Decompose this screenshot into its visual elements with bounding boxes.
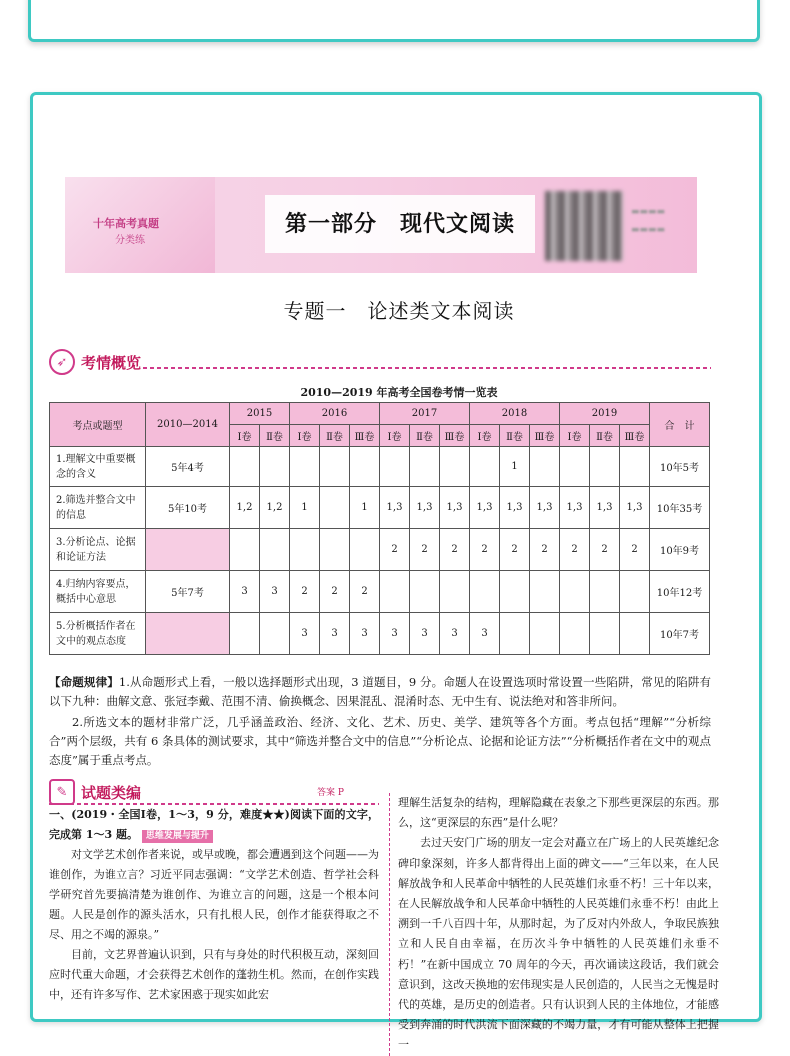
table-row [50,487,710,529]
table-cell: 3 [230,571,260,613]
table-cell: 2 [530,529,560,571]
passage-paragraph: 理解生活复杂的结构，理解隐藏在表象之下那些更深层的东西。那么，这“更深层的东西”是什么呢？ [398,796,719,830]
question-head-text: 一、(2019・全国Ⅰ卷，1～3，9 分，难度★★)阅读下面的文字，完成第 1～3 题。 [49,808,379,841]
table-cell: 3 [290,613,320,655]
table-cell: 1,3 [500,487,530,529]
table-row [50,613,710,655]
right-column [389,793,719,1056]
rules-text-1: 1.从命题形式上看，一般以选择题形式出现，3 道题目，9 分。命题人在设置选项时常设置一些陷阱，常见的陷阱有以下九种：曲解文意、张冠李戴、范围不清、偷换概念、因果混乱、混淆时态、无中生有、说法绝对和答非所问。 [49,675,711,708]
table-cell [410,571,440,613]
table-cell [590,571,620,613]
header-year: 2017 [380,403,470,425]
header-vol: Ⅲ卷 [530,425,560,447]
table-cell: 2 [560,529,590,571]
header-vol: Ⅲ卷 [440,425,470,447]
passage-paragraph: 目前，文艺界普遍认识到，只有与身处的时代积极互动，深刻回应时代重大命题，才会获得艺术创作的蓬勃生机。然而，在创作实践中，还有许多写作、艺术家困惑于现实如此宏 [49,948,379,1001]
table-cell [500,571,530,613]
table-cell: 1,3 [530,487,560,529]
table-cell [290,529,320,571]
table-cell: 2 [290,571,320,613]
table-title: 2010—2019 年高考全国卷考情一览表 [300,386,498,399]
header-topic: 考点或题型 [50,403,146,447]
table-cell [590,613,620,655]
qr-caption-blurred: ▬▬▬▬ ▬▬▬▬ [631,207,666,235]
answer-ref[interactable]: 答案 P [317,788,344,798]
passage-paragraph: 对文学艺术创作者来说，或早或晚，都会遭遇到这个问题——为谁创作，为谁立言？习近平同志强调：“文学艺术创造、哲学社会科学研究首先要搞清楚为谁创作、为谁立言的问题，这是一个根本问题。人民是创作的源头活水，只有扎根人民，创作才能获得取之不尽、用之不竭的源泉。” [49,848,379,941]
table-cell [230,529,260,571]
header-year: 2019 [560,403,650,425]
section-overview-header [49,349,141,375]
row-total: 10年9考 [650,529,710,571]
table-cell [320,529,350,571]
header-vol: Ⅱ卷 [590,425,620,447]
left-column [49,805,379,1005]
table-cell: 3 [260,571,290,613]
row-topic: 5.分析概括作者在文中的观点态度 [50,613,146,655]
header-vol: Ⅰ卷 [380,425,410,447]
qr-code-icon[interactable] [545,191,623,261]
rules-label: 【命题规律】 [49,675,119,689]
header-year: 2015 [230,403,290,425]
table-cell: 3 [320,613,350,655]
table-cell [260,613,290,655]
row-topic: 3.分析论点、论据和论证方法 [50,529,146,571]
table-cell [380,571,410,613]
row-total: 10年7考 [650,613,710,655]
header-vol: Ⅲ卷 [350,425,380,447]
table-cell: 2 [470,529,500,571]
table-cell: 3 [380,613,410,655]
table-cell [320,447,350,487]
table-cell [590,447,620,487]
table-cell: 3 [440,613,470,655]
banner-stamp-line2: 分类练 [115,235,145,246]
row-range [146,529,230,571]
table-cell [560,613,590,655]
table-cell: 1 [350,487,380,529]
table-cell: 2 [500,529,530,571]
table-cell: 2 [350,571,380,613]
table-cell: 1,3 [440,487,470,529]
banner-stamp-line1: 十年高考真题 [93,217,159,230]
table-cell [260,529,290,571]
section-questions-label: 试题类编 [81,783,142,802]
section-divider [143,367,711,369]
table-cell [620,447,650,487]
header-total: 合 计 [650,403,710,447]
table-cell: 1,3 [590,487,620,529]
compass-icon: ➶ [49,349,75,375]
table-cell [470,447,500,487]
row-topic: 1.理解文中重要概念的含义 [50,447,146,487]
rules-paragraph-2: 2.所选文本的题材非常广泛，几乎涵盖政治、经济、文化、艺术、历史、美学、建筑等各个方面。考点包括“理解”“分析综合”两个层级，共有 6 条具体的测试要求，其中“筛选并整合文中的信息”“分析论点、论据和论证方法”“分析概括作者在文中的观点态度”属于重点考点。 [49,715,711,767]
table-row [50,447,710,487]
table-cell: 3 [410,613,440,655]
header-vol: Ⅱ卷 [260,425,290,447]
row-range: 5年4考 [146,447,230,487]
part-banner [65,177,697,273]
row-range: 5年7考 [146,571,230,613]
table-cell [410,447,440,487]
part-title: 第一部分 现代文阅读 [284,212,515,237]
row-topic: 4.归纳内容要点，概括中心意思 [50,571,146,613]
header-vol: Ⅱ卷 [410,425,440,447]
table-cell: 1,2 [230,487,260,529]
table-cell [620,613,650,655]
table-cell: 3 [350,613,380,655]
table-cell [380,447,410,487]
header-year: 2018 [470,403,560,425]
table-cell: 2 [410,529,440,571]
table-cell [350,447,380,487]
table-cell: 2 [620,529,650,571]
header-vol: Ⅲ卷 [620,425,650,447]
table-cell: 1,3 [410,487,440,529]
table-cell: 1,3 [380,487,410,529]
table-cell: 2 [440,529,470,571]
table-cell: 1 [290,487,320,529]
table-cell [350,529,380,571]
table-cell: 1,3 [620,487,650,529]
table-cell [440,447,470,487]
table-cell [260,447,290,487]
table-cell [440,571,470,613]
table-cell [290,447,320,487]
table-cell [230,447,260,487]
table-cell [230,613,260,655]
table-cell [560,571,590,613]
header-vol: Ⅰ卷 [290,425,320,447]
subject-title: 专题一 论述类文本阅读 [283,299,515,323]
exam-table [49,402,710,655]
table-cell [500,613,530,655]
table-cell [620,571,650,613]
table-row [50,571,710,613]
question-head [49,805,379,845]
document-icon: ✎ [49,779,75,805]
table-cell: 1,3 [470,487,500,529]
table-cell: 1 [500,447,530,487]
table-cell: 2 [380,529,410,571]
table-cell: 2 [320,571,350,613]
table-cell: 2 [590,529,620,571]
previous-page-card [28,0,760,42]
row-total: 10年5考 [650,447,710,487]
row-range [146,613,230,655]
rules-paragraph-1 [49,673,711,711]
skill-tag: 思维发展与提升 [142,830,213,843]
row-topic: 2.筛选并整合文中的信息 [50,487,146,529]
header-year: 2016 [290,403,380,425]
row-total: 10年12考 [650,571,710,613]
section-overview-label: 考情概览 [81,353,142,372]
table-cell [530,447,560,487]
header-vol: Ⅰ卷 [470,425,500,447]
table-cell: 1,2 [260,487,290,529]
table-cell [470,571,500,613]
row-total: 10年35考 [650,487,710,529]
header-vol: Ⅱ卷 [500,425,530,447]
passage-paragraph: 去过天安门广场的朋友一定会对矗立在广场上的人民英雄纪念碑印象深刻，许多人都背得出上面的碑文——“三年以来，在人民解放战争和人民革命中牺牲的人民英雄们永垂不朽！三十年以来，在人民解放战争和人民革命中牺牲的人民英雄们永垂不朽！由此上溯到一千八百四十年，从那时起，为了反对内外敌人，争取民族独立和人民自由幸福，在历次斗争中牺牲的人民英雄们永垂不朽！”在新中国成立 70 周年的今天，再次诵读这段话，我们就会意识到，这改天换地的宏伟现实是人民创造的，人民当之无愧是时代的英雄，是历史的创造者。只有认识到人民的主体地位，才能感受到奔涌的时代洪流下面深藏的不竭力量，才有可能从整体上把握一 [398,836,719,1052]
row-range: 5年10考 [146,487,230,529]
header-vol: Ⅰ卷 [230,425,260,447]
table-row [50,529,710,571]
table-cell [320,487,350,529]
header-range: 2010—2014 [146,403,230,447]
table-cell: 1,3 [560,487,590,529]
page-card [30,92,762,1052]
table-cell: 3 [470,613,500,655]
header-vol: Ⅱ卷 [320,425,350,447]
table-cell [560,447,590,487]
table-cell [530,613,560,655]
section-questions-header [49,779,141,805]
table-cell [530,571,560,613]
header-vol: Ⅰ卷 [560,425,590,447]
